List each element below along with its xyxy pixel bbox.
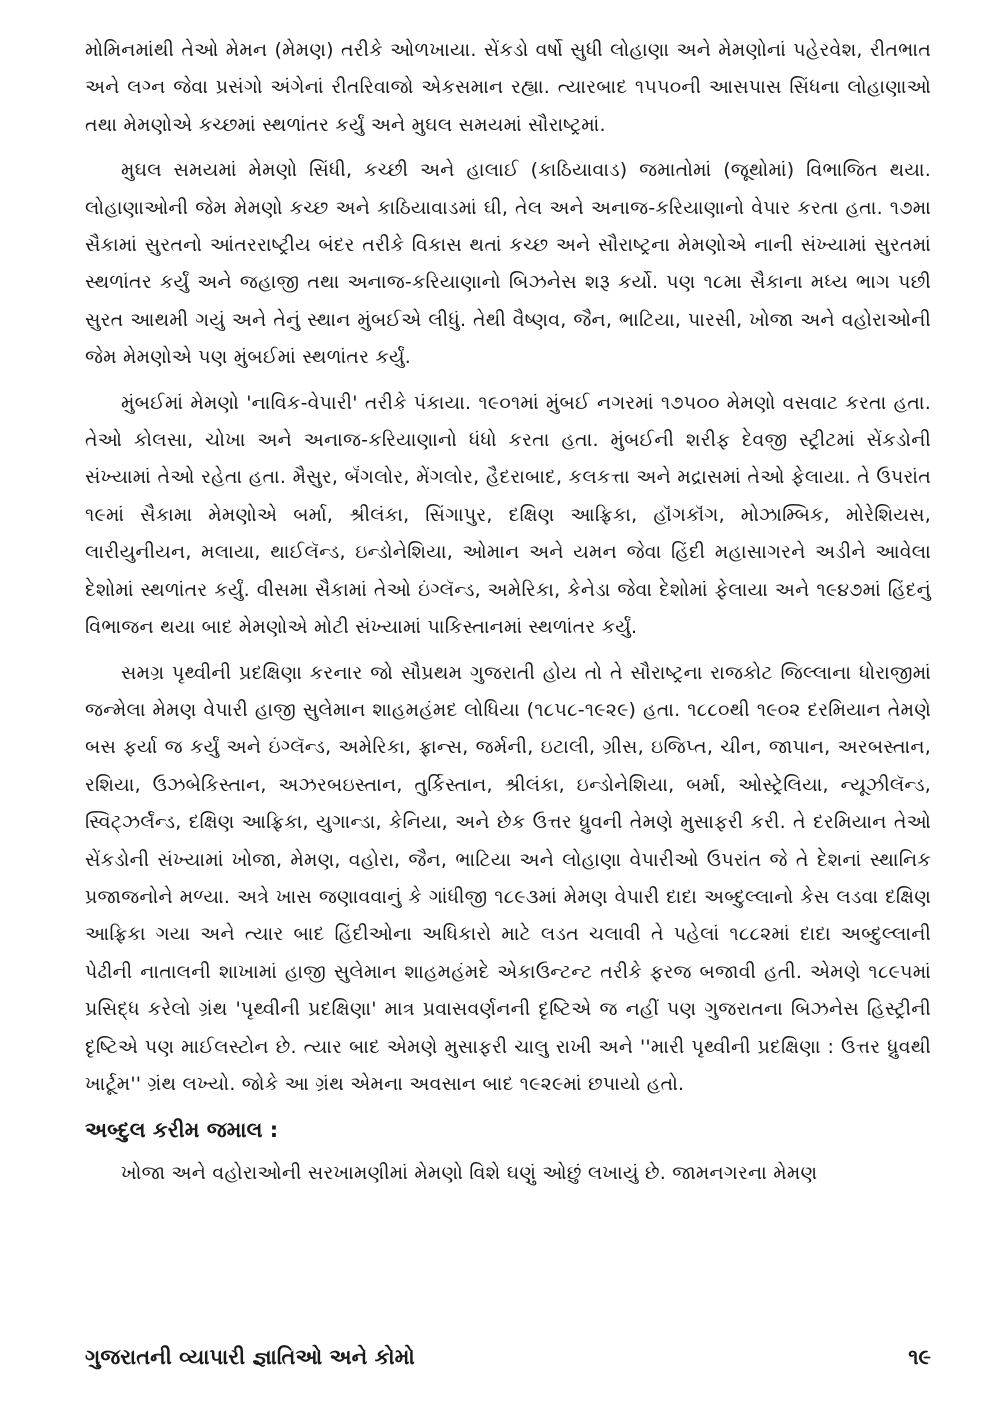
paragraph-4: સમગ્ર પૃથ્વીની પ્રદક્ષિણા કરનાર જો સૌપ્રથમ ગુજરાતી હોય તો તે સૌરાષ્ટ્રના રાજકોટ જિલ્લાના ધોરાજીમાં જન્મેલા મેમણ વેપારી હાજી સુલેમાન શાહમહંમદ લોધિયા (૧૮૫૮-૧૯૨૯) હતા. ૧૮૮૦થી ૧૯૦૨ દરમિયાન તેમણે બસ ફર્યા જ કર્યું અને ઇંગ્લૅન્ડ, અમેરિકા, ફ્રાન્સ, જર્મની, ઇટાલી, ગ્રીસ, ઇજિપ્ત, ચીન, જાપાન, અરબસ્તાન, રશિયા, ઉઝબેકિસ્તાન, અઝરબઇસ્તાન, તુર્કિસ્તાન, શ્રીલંકા, ઇન્ડોનેશિયા, બર્મા, ઓસ્ટ્રેલિયા, ન્યૂઝીલૅન્ડ, સ્વિટ્ઝર્લૅન્ડ, દક્ષિણ આફ્રિકા, યુગાન્ડા, કેનિયા, અને છેક ઉત્તર ધ્રુવની તેમણે મુસાફરી કરી. તે દરમિયાન તેઓ સેંકડોની સંખ્યામાં ખોજા, મેમણ, વહોરા, જૈન, ભાટિયા અને લોહાણા વેપારીઓ ઉપરાંત જે તે દેશનાં સ્થાનિક પ્રજાજનોને મળ્યા. અત્રે ખાસ જણાવવાનું કે ગાંધીજી ૧૮૯૩માં મેમણ વેપારી દાદા અબ્દુલ્લાનો કેસ લડવા દક્ષિણ આફ્રિકા ગયા અને ત્યાર બાદ હિંદીઓના અધિકારો માટે લડત ચલાવી તે પહેલાં ૧૮૮૨માં દાદા અબ્દુલ્લાની પેઢીની નાતાલની શાખામાં હાજી સુલેમાન શાહમહંમદે એકાઉન્ટન્ટ તરીકે ફરજ બજાવી હતી. એમણે ૧૮૯૫માં પ્રસિદ્ધ કરેલો ગ્રંથ 'પૃથ્વીની પ્રદક્ષિણા' માત્ર પ્રવાસવર્ણનની દૃષ્ટિએ જ નહીં પણ ગુજરાતના બિઝનેસ હિસ્ટ્રીની દૃષ્ટિએ પણ માઈલસ્ટોન છે. ત્યાર બાદ એમણે મુસાફરી ચાલુ રાખી અને ''મારી પૃથ્વીની પ્રદક્ષિણા : ઉત્તર ધ્રુવથી ખાર્ટૂમ'' ગ્રંથ લખ્યો. જોકે આ ગ્રંથ એમના અવસાન બાદ ૧૯૨૯માં છપાયો હતો.: [85, 661, 931, 1095]
section-heading: અબ્દુલ કરીમ જમાલ :: [85, 1118, 279, 1143]
page-number: ૧૯: [908, 1345, 931, 1369]
page-footer: [85, 1345, 931, 1370]
paragraph-3: મુંબઈમાં મેમણો 'નાવિક-વેપારી' તરીકે પંકાયા. ૧૯૦૧માં મુંબઈ નગરમાં ૧૭૫૦૦ મેમણો વસવાટ કરતા હતા. તેઓ કોલસા, ચોખા અને અનાજ-કરિયાણાનો ધંધો કરતા હતા. મુંબઈની શરીફ દેવજી સ્ટ્રીટમાં સેંકડોની સંખ્યામાં તેઓ રહેતા હતા. મૈસુર, બૅંગલોર, મેંગલોર, હૈદરાબાદ, કલકત્તા અને મદ્રાસમાં તેઓ ફેલાયા. તે ઉપરાંત ૧૯માં સૈકામા મેમણોએ બર્મા, શ્રીલંકા, સિંગાપુર, દક્ષિણ આફ્રિકા, હૉંગકૉંગ, મોઝામ્બિક, મોરેશિયસ, લારીયુનીયન, મલાયા, થાઈલૅન્ડ, ઇન્ડોનેશિયા, ઓમાન અને યમન જેવા હિંદી મહાસાગરને અડીને આવેલા દેશોમાં સ્થળાંતર કર્યું. વીસમા સૈકામાં તેઓ ઇંગ્લૅન્ડ, અમેરિકા, કેનેડા જેવા દેશોમાં ફેલાયા અને ૧૯૪૭માં હિંદનું વિભાજન થયા બાદ મેમણોએ મોટી સંખ્યામાં પાકિસ્તાનમાં સ્થળાંતર કર્યું.: [85, 391, 931, 639]
paragraph-2: મુઘલ સમયમાં મેમણો સિંધી, કચ્છી અને હાલાઈ (કાઠિયાવાડ) જમાતોમાં (જૂથોમાં) વિભાજિત થયા. લોહાણાઓની જેમ મેમણો કચ્છ અને કાઠિયાવાડમાં ઘી, તેલ અને અનાજ-કરિયાણાનો વેપાર કરતા હતા. ૧૭મા સૈકામાં સુરતનો આંતરરાષ્ટ્રીય બંદર તરીકે વિકાસ થતાં કચ્છ અને સૌરાષ્ટ્રના મેમણોએ નાની સંખ્યામાં સુરતમાં સ્થળાંતર કર્યું અને જહાજી તથા અનાજ-કરિયાણાનો બિઝનેસ શરૂ કર્યો. પણ ૧૮મા સૈકાના મધ્ય ભાગ પછી સુરત આથમી ગયું અને તેનું સ્થાન મુંબઈએ લીધું. તેથી વૈષ્ણવ, જૈન, ભાટિયા, પારસી, ખોજા અને વહોરાઓની જેમ મેમણોએ પણ મુંબઈમાં સ્થળાંતર કર્યું.: [85, 159, 931, 369]
footer-book-title: ગુજરાતની વ્યાપારી જ્ઞાતિઓ અને કોમો: [85, 1345, 415, 1369]
paragraph-1: મોમિનમાંથી તેઓ મેમન (મેમણ) તરીકે ઓળખાયા. સેંકડો વર્ષો સુધી લોહાણા અને મેમણોનાં પહેરવેશ, રીતભાત અને લગ્ન જેવા પ્રસંગો અંગેનાં રીતરિવાજો એકસમાન રહ્યા. ત્યારબાદ ૧૫૫૦ની આસપાસ સિંધના લોહાણાઓ તથા મેમણોએ કચ્છમાં સ્થળાંતર કર્યું અને મુઘલ સમયમાં સૌરાષ્ટ્રમાં.: [85, 39, 931, 136]
page-body: [85, 32, 931, 1201]
paragraph-5: ખોજા અને વહોરાઓની સરખામણીમાં મેમણો વિશે ઘણું ઓછું લખાયું છે. જામનગરના મેમણ: [121, 1162, 818, 1185]
